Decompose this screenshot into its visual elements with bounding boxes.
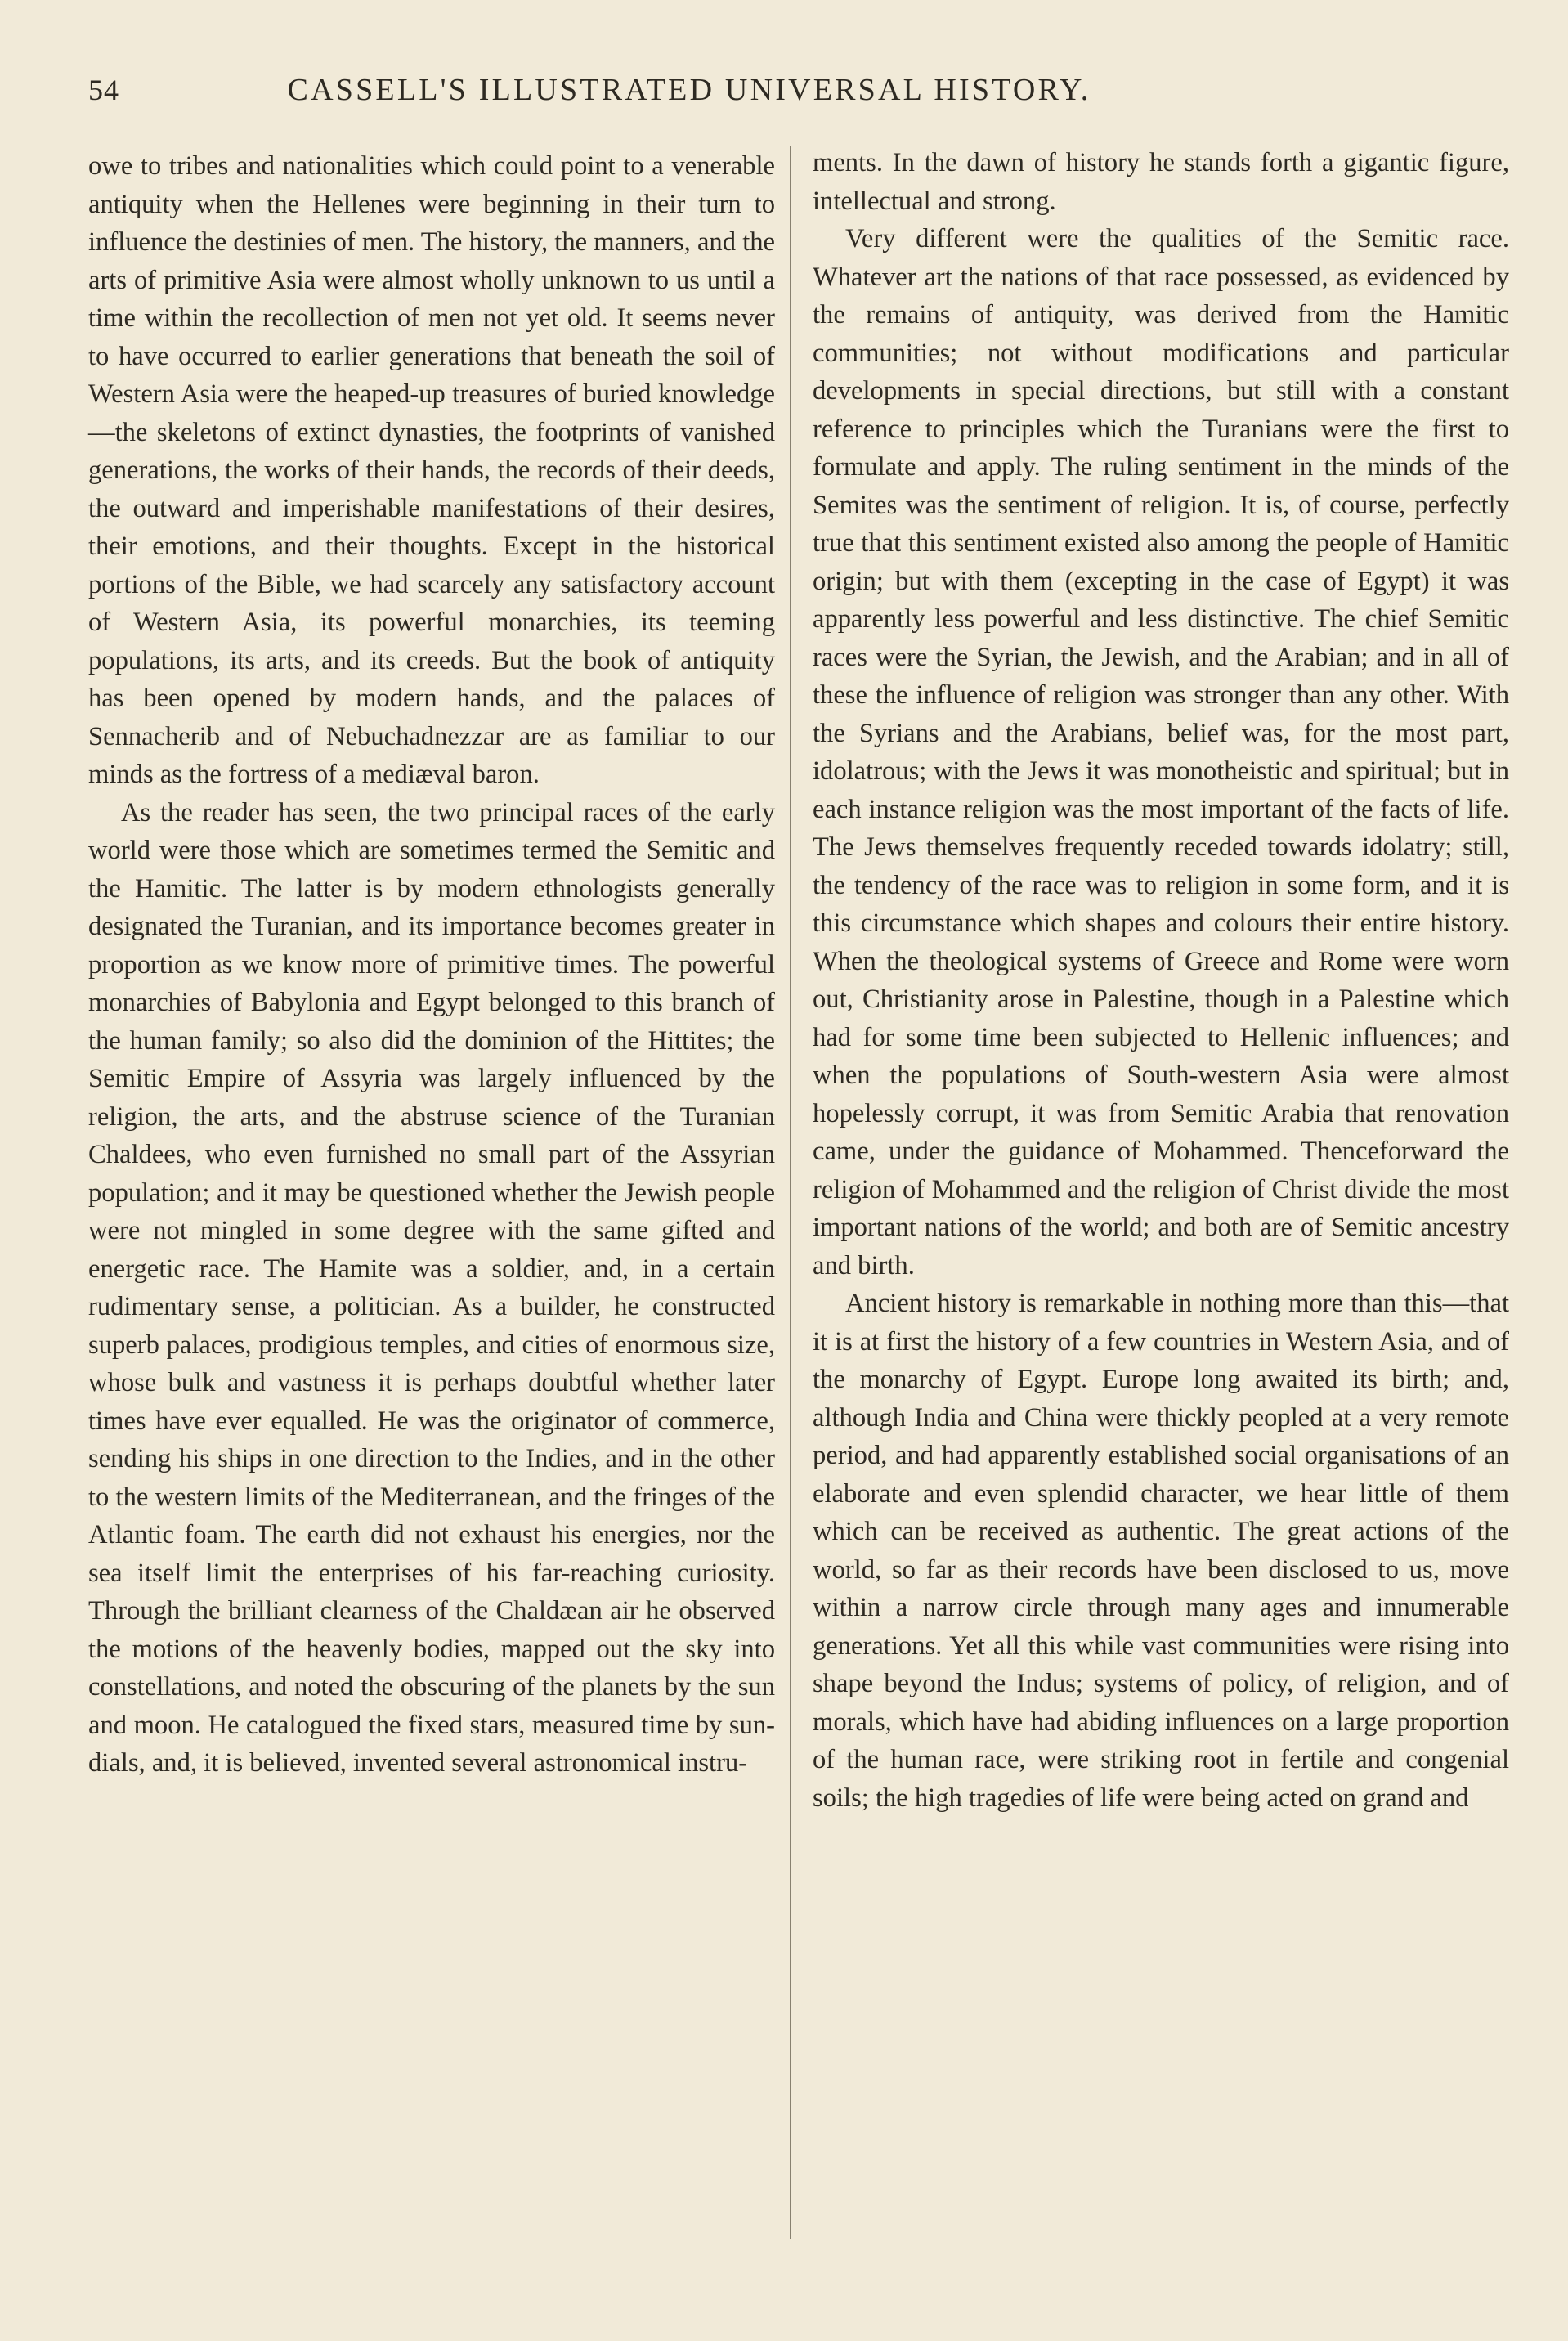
left-paragraph-2: As the reader has seen, the two principal races of the early world were those which are sometimes termed the Semitic and the Hamitic. The latter is by modern ethnologists generally designated the Turanian, and its importance becomes greater in proportion as we know more of primitive times. The powerful monarchies of Babylonia and Egypt belonged to this branch of the human family; so also did the dominion of the Hittites; the Semitic Empire of Assyria was largely influenced by the religion, the arts, and the abstruse science of the Turanian Chaldees, who even furnished no small part of the Assyrian population; and it may be questioned whether the Jewish people were not mingled in some degree with the same gifted and energetic race. The Hamite was a soldier, and, in a certain rudimentary sense, a politician. As a builder, he constructed superb palaces, prodigious temples, and cities of enormous size, whose bulk and vastness it is perhaps doubtful whether later times have ever equalled. He was the originator of commerce, sending his ships in one direction to the Indies, and in the other to the western limits of the Mediterranean, and the fringes of the Atlantic foam. The earth did not exhaust his energies, nor the sea itself limit the enterprises of his far-reaching curiosity. Through the brilliant clearness of the Chaldæan air he observed the motions of the heavenly bodies, mapped out the sky into constellations, and noted the obscuring of the planets by the sun and moon. He catalogued the fixed stars, measured time by sun-dials, and, it is believed, invented several astronomical instru- bbox=[88, 797, 775, 1778]
left-column bbox=[88, 147, 775, 1783]
right-column bbox=[813, 144, 1509, 1817]
right-paragraph-3: Ancient history is remarkable in nothing more than this—that it is at first the history of a few countries in Western Asia, and of the monarchy of Egypt. Europe long awaited its birth; and, although India and China were thickly peopled at a very remote period, and had apparently established social organisations of an elaborate and even splendid character, we hear little of them which can be received as authentic. The great actions of the world, so far as their records have been disclosed to us, move within a narrow circle through many ages and innumerable generations. Yet all this while vast communities were rising into shape beyond the Indus; systems of policy, of religion, and of morals, which have had abiding influences on a large proportion of the human race, were striking root in fertile and congenial soils; the high tragedies of life were being acted on grand and bbox=[813, 1289, 1509, 1813]
running-header bbox=[88, 72, 1226, 108]
running-title: CASSELL'S ILLUSTRATED UNIVERSAL HISTORY. bbox=[287, 73, 1091, 107]
right-paragraph-2: Very different were the qualities of the Semitic race. Whatever art the nations of that race possessed, as evidenced by the remains of antiquity, was derived from the Hamitic communities; not without modifications and particular developments in special directions, but still with a constant reference to principles which the Turanians were the first to formulate and apply. The ruling sentiment in the minds of the Semites was the sentiment of religion. It is, of course, perfectly true that this sentiment existed also among the people of Hamitic origin; but with them (excepting in the case of Egypt) it was apparently less powerful and less distinctive. The chief Semitic races were the Syrian, the Jewish, and the Arabian; and in all of these the influence of religion was stronger than any other. With the Syrians and the Arabians, belief was, for the most part, idolatrous; with the Jews it was monotheistic and spiritual; but in each instance religion was the most important of the facts of life. The Jews themselves frequently receded towards idolatry; still, the tendency of the race was to religion in some form, and it is this circumstance which shapes and colours their entire history. When the theological systems of Greece and Rome were worn out, Christianity arose in Palestine, though in a Palestine which had for some time been subjected to Hellenic influences; and when the populations of South-western Asia were almost hopelessly corrupt, it was from Semitic Arabia that renovation came, under the guidance of Mohammed. Thenceforward the religion of Mohammed and the religion of Christ divide the most important nations of the world; and both are of Semitic ancestry and birth. bbox=[813, 224, 1509, 1280]
left-paragraph-1: owe to tribes and nationalities which could point to a venerable antiquity when the Hellenes were beginning in their turn to influence the destinies of men. The history, the manners, and the arts of primitive Asia were almost wholly unknown to us until a time within the recollection of men not yet old. It seems never to have occurred to earlier generations that beneath the soil of Western Asia were the heaped-up treasures of buried knowledge —the skeletons of extinct dynasties, the footprints of vanished generations, the works of their hands, the records of their deeds, the outward and imperishable manifestations of their desires, their emotions, and their thoughts. Except in the historical portions of the Bible, we had scarcely any satisfactory account of Western Asia, its powerful monarchies, its teeming populations, its arts, and its creeds. But the book of antiquity has been opened by modern hands, and the palaces of Sennacherib and of Nebuchadnezzar are as familiar to our minds as the fortress of a mediæval baron. bbox=[88, 151, 775, 789]
column-divider bbox=[790, 146, 791, 2239]
right-paragraph-1: ments. In the dawn of history he stands forth a gigantic figure, intellectual and strong. bbox=[813, 148, 1509, 216]
page-number: 54 bbox=[88, 74, 119, 106]
